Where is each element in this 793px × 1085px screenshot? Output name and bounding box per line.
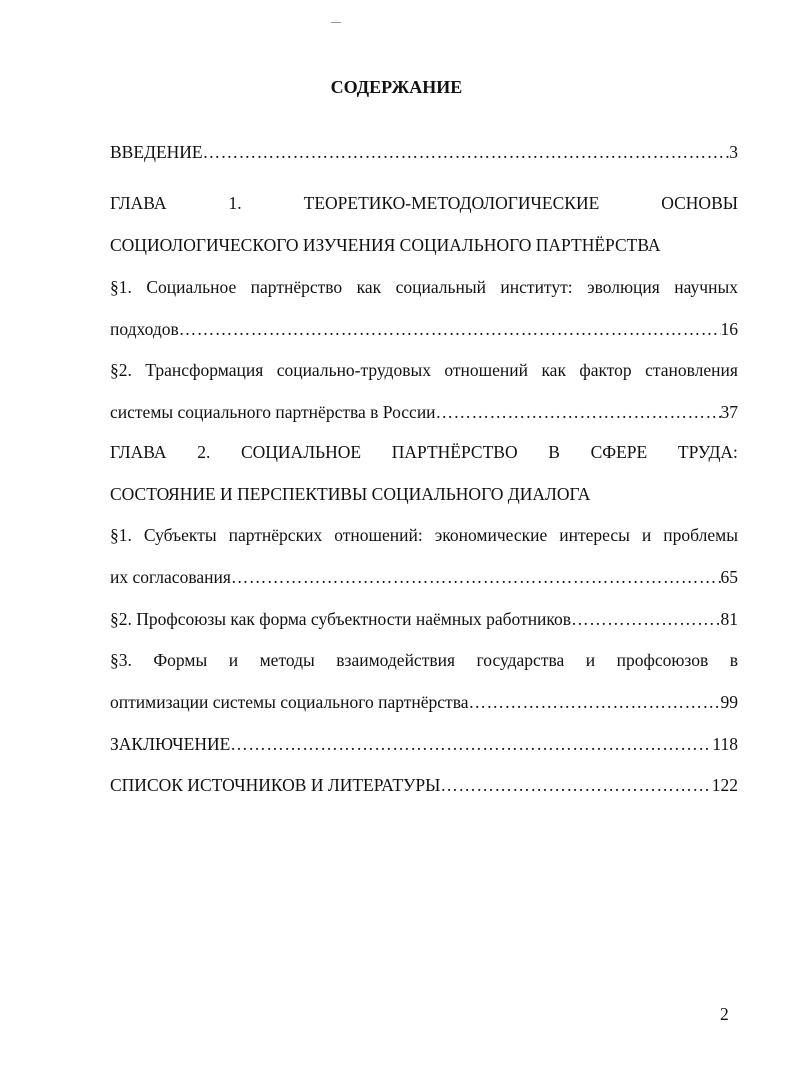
toc-word: §2. — [110, 360, 132, 380]
toc-page-number: 3 — [729, 142, 738, 162]
page-title: СОДЕРЖАНИЕ — [330, 77, 463, 97]
toc-word: В — [548, 442, 560, 462]
toc-entry — [110, 191, 738, 215]
toc-word: становления — [645, 360, 738, 380]
toc-word: государства — [476, 650, 565, 670]
toc-entry-continuation — [110, 565, 738, 589]
toc-word: фактор — [579, 360, 632, 380]
toc-entry-text: системы социального партнёрства в России — [110, 402, 436, 422]
toc-word: ТЕОРЕТИКО-МЕТОДОЛОГИЧЕСКИЕ — [303, 193, 600, 213]
toc-leader-dots — [230, 732, 712, 756]
toc-entry — [110, 275, 738, 299]
toc-page-number: 16 — [720, 319, 738, 339]
toc-word: и — [228, 650, 239, 670]
toc-page-number: 118 — [712, 734, 738, 754]
toc-page-number: 99 — [720, 692, 738, 712]
scan-mark — [331, 22, 341, 23]
toc-word: отношений — [444, 360, 529, 380]
toc-word: интересы — [559, 525, 630, 545]
toc-entry-continuation — [110, 690, 738, 714]
toc-word: в — [729, 650, 738, 670]
toc-leader-dots — [436, 400, 721, 424]
toc-word: §1. — [110, 277, 132, 297]
toc-page-number: 65 — [720, 567, 738, 587]
toc-entry — [110, 140, 738, 164]
toc-word: Трансформация — [145, 360, 264, 380]
toc-entry-text: ВВЕДЕНИЕ — [110, 142, 203, 162]
toc-entry — [110, 523, 738, 547]
toc-word: партнёрских — [228, 525, 323, 545]
toc-entry-text: ЗАКЛЮЧЕНИЕ — [110, 734, 231, 754]
toc-word: социальный — [395, 277, 486, 297]
toc-word: ПАРТНЁРСТВО — [391, 442, 518, 462]
toc-word: как — [356, 277, 382, 297]
toc-entry — [110, 732, 738, 756]
toc-entry-continuation — [110, 400, 738, 424]
toc-entry — [110, 773, 738, 797]
toc-leader-dots — [469, 690, 721, 714]
toc-leader-dots — [231, 565, 721, 589]
toc-entry-continuation: СОЦИОЛОГИЧЕСКОГО ИЗУЧЕНИЯ СОЦИАЛЬНОГО ПАРТНЁРСТВА — [110, 235, 661, 255]
toc-word: ТРУДА: — [677, 442, 738, 462]
toc-word: 2. — [197, 442, 211, 462]
toc-entry-text: их согласования — [110, 567, 231, 587]
toc-entry-text: подходов — [110, 319, 179, 339]
toc-word: Субъекты — [143, 525, 217, 545]
toc-word: СОЦИАЛЬНОЕ — [240, 442, 362, 462]
toc-entry — [110, 358, 738, 382]
toc-entry-text: §2. Профсоюзы как форма субъектности наёмных работников — [110, 609, 572, 629]
toc-word: Социальное — [146, 277, 237, 297]
toc-entry — [110, 648, 738, 672]
toc-leader-dots — [203, 140, 730, 164]
toc-leader-dots — [440, 773, 711, 797]
toc-word: партнёрство — [250, 277, 343, 297]
toc-word: ГЛАВА — [110, 442, 167, 462]
toc-entry-text: СПИСОК ИСТОЧНИКОВ И ЛИТЕРАТУРЫ — [110, 775, 441, 795]
toc-word: как — [541, 360, 566, 380]
toc-page-number: 37 — [720, 402, 738, 422]
toc-word: научных — [674, 277, 738, 297]
toc-page-number: 81 — [720, 609, 738, 629]
toc-word: и — [641, 525, 652, 545]
toc-word: и — [585, 650, 596, 670]
page-number: 2 — [720, 1004, 729, 1024]
toc-word: отношений: — [334, 525, 423, 545]
toc-word: институт: — [500, 277, 573, 297]
toc-word: экономические — [434, 525, 548, 545]
toc-leader-dots — [571, 607, 720, 631]
toc-word: профсоюзов — [616, 650, 709, 670]
toc-entry-continuation: СОСТОЯНИЕ И ПЕРСПЕКТИВЫ СОЦИАЛЬНОГО ДИАЛОГА — [110, 484, 591, 504]
toc-leader-dots — [179, 317, 721, 341]
toc-word: социально-трудовых — [276, 360, 431, 380]
toc-word: ГЛАВА — [110, 193, 167, 213]
toc-page-number: 122 — [711, 775, 738, 795]
toc-word: §3. — [110, 650, 132, 670]
toc-word: проблемы — [663, 525, 738, 545]
toc-word: Формы — [153, 650, 208, 670]
toc-word: методы — [259, 650, 315, 670]
toc-word: эволюция — [587, 277, 660, 297]
toc-word: 1. — [228, 193, 242, 213]
toc-word: взаимодействия — [336, 650, 456, 670]
toc-entry-text: оптимизации системы социального партнёрства — [110, 692, 469, 712]
toc-entry-continuation — [110, 317, 738, 341]
toc-word: ОСНОВЫ — [661, 193, 738, 213]
toc-word: СФЕРЕ — [590, 442, 648, 462]
toc-entry — [110, 607, 738, 631]
toc-word: §1. — [110, 525, 132, 545]
toc-entry — [110, 440, 738, 464]
